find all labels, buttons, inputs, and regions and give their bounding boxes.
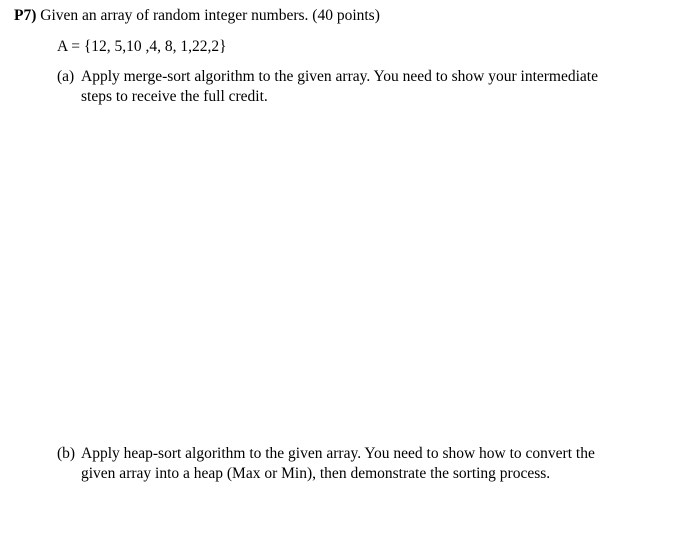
- part-b-answer-space[interactable]: [57, 490, 637, 550]
- part-a-label: (a): [57, 68, 75, 85]
- problem-statement: Given an array of random integer numbers. (40 points): [36, 7, 380, 24]
- problem-number: P7): [14, 7, 37, 24]
- part-a-line-2: steps to receive the full credit.: [81, 88, 268, 105]
- part-b-line-1: Apply heap-sort algorithm to the given array. You need to show how to convert the: [81, 445, 595, 462]
- part-a-answer-space[interactable]: [57, 112, 637, 432]
- part-b-text: [81, 444, 641, 484]
- part-b-line-2: given array into a heap (Max or Min), then demonstrate the sorting process.: [81, 465, 551, 482]
- part-a-text: [81, 67, 641, 107]
- problem-header: [14, 6, 380, 26]
- part-b-label: (b): [57, 445, 76, 462]
- part-a-line-1: Apply merge-sort algorithm to the given array. You need to show your intermediate: [81, 68, 598, 85]
- array-definition: A = {12, 5,10 ,4, 8, 1,22,2}: [57, 38, 227, 55]
